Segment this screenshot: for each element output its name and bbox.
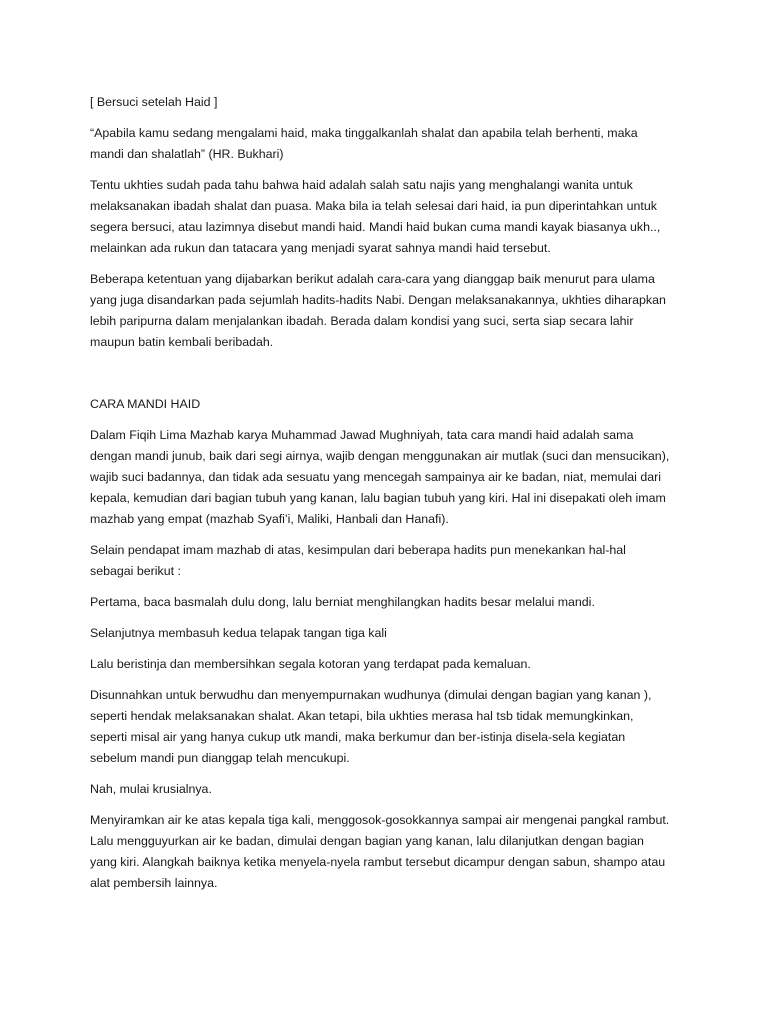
- paragraph-line: alat pembersih lainnya.: [90, 876, 218, 890]
- paragraph-line: Lalu mengguyurkan air ke badan, dimulai dengan bagian yang kanan, lalu dilanjutkan dengan bagian: [90, 834, 644, 848]
- paragraph-line: seperti misal air yang hanya cukup utk mandi, maka berkumur dan ber-istinja disela-sela kegiatan: [90, 730, 626, 744]
- title-line: [ Bersuci setelah Haid ]: [90, 95, 218, 109]
- section-heading-text: CARA MANDI HAID: [90, 397, 201, 411]
- paragraph-line: Nah, mulai krusialnya.: [90, 782, 212, 796]
- paragraph-fiqih: [90, 425, 690, 530]
- paragraph-ketentuan: [90, 269, 690, 353]
- paragraph-line: Selain pendapat imam mazhab di atas, kesimpulan dari beberapa hadits pun menekankan hal-hal: [90, 543, 626, 557]
- paragraph-line: yang kiri. Alangkah baiknya ketika menyela-nyela rambut tersebut dicampur dengan sabun, shampo atau: [90, 855, 666, 869]
- section-spacer: [90, 363, 690, 394]
- paragraph-line: Tentu ukhties sudah pada tahu bahwa haid adalah salah satu najis yang menghalangi wanita untuk: [90, 178, 633, 192]
- paragraph-line: Disunnahkan untuk berwudhu dan menyempurnakan wudhunya (dimulai dengan bagian yang kanan ),: [90, 688, 652, 702]
- paragraph-line: Lalu beristinja dan membersihkan segala kotoran yang terdapat pada kemaluan.: [90, 657, 531, 671]
- quote-line: “Apabila kamu sedang mengalami haid, maka tinggalkanlah shalat dan apabila telah berhenti, maka: [90, 126, 638, 140]
- paragraph-line: dengan mandi junub, baik dari segi airnya, wajib dengan menggunakan air mutlak (suci dan mensucikan),: [90, 449, 670, 463]
- paragraph-line: seperti hendak melaksanakan shalat. Akan tetapi, bila ukhties merasa hal tsb tidak memungkinkan,: [90, 709, 634, 723]
- step-krusial: [90, 779, 690, 800]
- paragraph-line: sebelum mandi pun dianggap telah mencukupi.: [90, 751, 350, 765]
- step-pertama: [90, 592, 690, 613]
- paragraph-line: mazhab yang empat (mazhab Syafi’i, Maliki, Hanbali dan Hanafi).: [90, 512, 449, 526]
- quote-line: mandi dan shalatlah” (HR. Bukhari): [90, 147, 284, 161]
- paragraph-line: Selanjutnya membasuh kedua telapak tangan tiga kali: [90, 626, 387, 640]
- paragraph-line: Dalam Fiqih Lima Mazhab karya Muhammad Jawad Mughniyah, tata cara mandi haid adalah sama: [90, 428, 634, 442]
- paragraph-line: Menyiramkan air ke atas kepala tiga kali, menggosok-gosokkannya sampai air mengenai pangkal rambut.: [90, 813, 670, 827]
- step-selanjutnya: [90, 623, 690, 644]
- paragraph-line: wajib suci badannya, dan tidak ada sesuatu yang mencegah sampainya air ke badan, niat, memulai dari: [90, 470, 662, 484]
- paragraph-line: segera bersuci, atau lazimnya disebut mandi haid. Mandi haid bukan cuma mandi kayak biasanya ukh..,: [90, 220, 661, 234]
- paragraph-line: Beberapa ketentuan yang dijabarkan berikut adalah cara-cara yang dianggap baik menurut para ulama: [90, 272, 655, 286]
- paragraph-kesimpulan: [90, 540, 690, 582]
- paragraph-line: melainkan ada rukun dan tatacara yang menjadi syarat sahnya mandi haid tersebut.: [90, 241, 551, 255]
- step-istinja: [90, 654, 690, 675]
- paragraph-line: maupun batin kembali beribadah.: [90, 335, 274, 349]
- paragraph-intro: [90, 175, 690, 259]
- step-menyiram: [90, 810, 690, 894]
- step-wudhu: [90, 685, 690, 769]
- paragraph-line: melaksanakan ibadah shalat dan puasa. Maka bila ia telah selesai dari haid, ia pun diperintahkan untuk: [90, 199, 657, 213]
- document-body: [90, 92, 690, 904]
- section-heading: [90, 394, 690, 415]
- paragraph-line: Pertama, baca basmalah dulu dong, lalu berniat menghilangkan hadits besar melalui mandi.: [90, 595, 595, 609]
- paragraph-line: sebagai berikut :: [90, 564, 181, 578]
- document-title: [90, 92, 690, 113]
- paragraph-line: yang juga disandarkan pada sejumlah hadits-hadits Nabi. Dengan melaksanakannya, ukhties diharapkan: [90, 293, 666, 307]
- hadith-quote: [90, 123, 690, 165]
- paragraph-line: lebih paripurna dalam menjalankan ibadah. Berada dalam kondisi yang suci, serta siap secara lahir: [90, 314, 634, 328]
- paragraph-line: kepala, kemudian dari bagian tubuh yang kanan, lalu bagian tubuh yang kiri. Hal ini disepakati oleh imam: [90, 491, 666, 505]
